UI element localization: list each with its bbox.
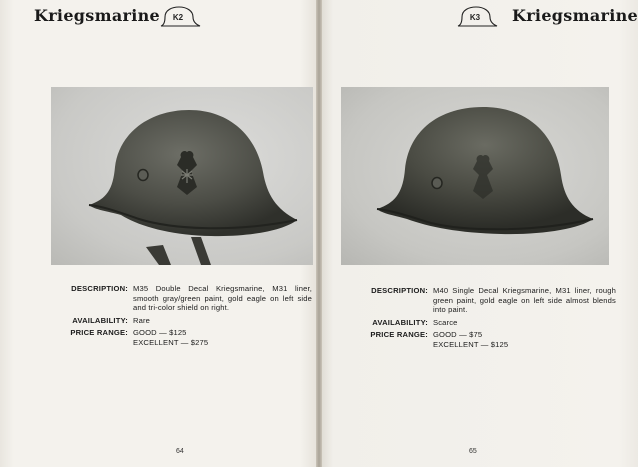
availability-row — [62, 316, 312, 326]
helmet-badge — [455, 5, 499, 29]
helmet-photo-drawing — [51, 87, 313, 265]
availability-text: Scarce — [433, 317, 458, 327]
price-good: GOOD — $75 — [433, 330, 483, 340]
availability-text: Rare — [133, 315, 151, 325]
badge-code: K2 — [172, 13, 184, 22]
page-number: 65 — [469, 448, 477, 455]
description-text: M35 Double Decal Kriegsmarine, M31 liner, smooth gray/green paint, gold eagle on left side and tri-color shield on right. — [133, 284, 312, 313]
badge-code: K3 — [469, 13, 481, 22]
price-label: PRICE RANGE: — [70, 328, 128, 338]
right-page — [319, 0, 638, 467]
description-label: DESCRIPTION: — [371, 286, 428, 295]
helmet-badge — [158, 5, 202, 29]
helmet-photo — [341, 87, 609, 265]
price-excellent: EXCELLENT — $275 — [133, 337, 209, 347]
description-row — [62, 284, 312, 313]
page-header-title: Kriegsmarine — [512, 6, 638, 25]
price-row — [356, 330, 616, 349]
price-row — [62, 328, 312, 347]
book-gutter — [316, 0, 322, 467]
availability-label: AVAILABILITY: — [72, 315, 128, 325]
description-label: DESCRIPTION: — [71, 284, 128, 293]
helmet-photo-drawing — [341, 87, 609, 265]
page-number: 64 — [176, 448, 184, 455]
page-header-title: Kriegsmarine — [34, 6, 161, 25]
helmet-photo — [51, 87, 313, 265]
price-good: GOOD — $125 — [133, 328, 187, 338]
description-row — [356, 286, 616, 315]
availability-label: AVAILABILITY: — [372, 317, 428, 327]
specifications — [62, 284, 312, 351]
description-text: M40 Single Decal Kriegsmarine, M31 liner, rough green paint, gold eagle on left side almost blends into paint. — [433, 286, 616, 315]
price-excellent: EXCELLENT — $125 — [433, 339, 509, 349]
specifications — [356, 286, 616, 353]
price-label: PRICE RANGE: — [370, 330, 428, 340]
availability-row — [356, 318, 616, 328]
